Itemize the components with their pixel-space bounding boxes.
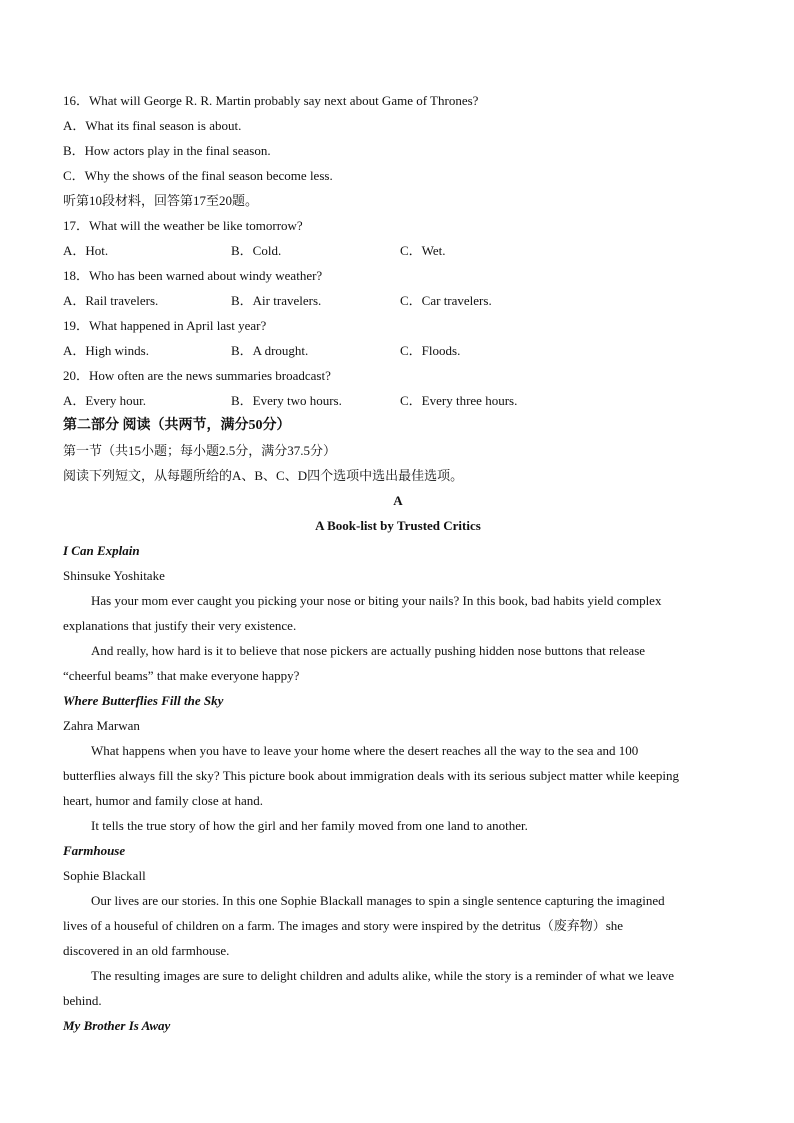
book-paragraph-line: What happens when you have to leave your home where the desert reaches all the way to the sea and 100	[91, 743, 639, 758]
book-paragraph-line: The resulting images are sure to delight children and adults alike, while the story is a reminder of what we leave	[91, 968, 675, 983]
book-title: Farmhouse	[63, 843, 126, 858]
passage-title: A Book-list by Trusted Critics	[315, 518, 481, 533]
book-author: Zahra Marwan	[63, 718, 140, 733]
book-author: Shinsuke Yoshitake	[63, 568, 165, 583]
book-paragraph-line: And really, how hard is it to believe that nose pickers are actually pushing hidden nose buttons that release	[91, 643, 646, 658]
part-two-heading: 第二部分 阅读（共两节，满分50分）	[63, 418, 291, 433]
question-17-option-b: B．Cold.	[231, 243, 282, 258]
question-18-option-c: C．Car travelers.	[400, 293, 492, 308]
book-title: I Can Explain	[63, 543, 140, 558]
question-20-option-b: B．Every two hours.	[231, 393, 342, 408]
question-17-option-c: C．Wet.	[400, 243, 446, 258]
book-paragraph-line: explanations that justify their very existence.	[63, 618, 297, 633]
exam-page	[63, 88, 733, 1038]
book-title: Where Butterflies Fill the Sky	[63, 693, 224, 708]
question-20-option-a: A．Every hour.	[63, 393, 147, 408]
question-16-option-c: C．Why the shows of the final season become less.	[63, 168, 333, 183]
question-19-option-a: A．High winds.	[63, 343, 149, 358]
question-18-option-a: A．Rail travelers.	[63, 293, 159, 308]
question-17-stem: 17．What will the weather be like tomorrow?	[63, 218, 303, 233]
question-17-option-a: A．Hot.	[63, 243, 109, 258]
question-17-options	[63, 238, 733, 263]
book-paragraph-line: Has your mom ever caught you picking your nose or biting your nails? In this book, bad habits yield complex	[91, 593, 662, 608]
listening-instruction: 听第10段材料，回答第17至20题。	[63, 193, 259, 208]
book-paragraph-line: It tells the true story of how the girl and her family moved from one land to another.	[91, 818, 528, 833]
question-20-options	[63, 388, 733, 413]
question-16-option-b: B．How actors play in the final season.	[63, 143, 271, 158]
book-author: Sophie Blackall	[63, 868, 146, 883]
section-one-heading: 第一节（共15小题；每小题2.5分，满分37.5分）	[63, 443, 337, 458]
passage-letter: A	[393, 493, 403, 508]
question-19-stem: 19．What happened in April last year?	[63, 318, 267, 333]
question-18-stem: 18．Who has been warned about windy weather?	[63, 268, 323, 283]
book-title: My Brother Is Away	[63, 1018, 171, 1033]
book-paragraph-line: lives of a houseful of children on a farm. The images and story were inspired by the detritus（废弃物）she	[63, 918, 624, 933]
question-20-stem: 20．How often are the news summaries broadcast?	[63, 368, 331, 383]
book-paragraph-line: behind.	[63, 993, 102, 1008]
question-16-stem: 16．What will George R. R. Martin probably say next about Game of Thrones?	[63, 93, 479, 108]
question-20-option-c: C．Every three hours.	[400, 393, 518, 408]
book-paragraph-line: “cheerful beams” that make everyone happy?	[63, 668, 300, 683]
question-18-option-b: B．Air travelers.	[231, 293, 322, 308]
question-18-options	[63, 288, 733, 313]
question-19-option-b: B．A drought.	[231, 343, 309, 358]
book-paragraph-line: discovered in an old farmhouse.	[63, 943, 230, 958]
question-16-option-a: A．What its final season is about.	[63, 118, 242, 133]
question-19-options	[63, 338, 733, 363]
book-paragraph-line: butterflies always fill the sky? This picture book about immigration deals with its serious subject matter while keeping	[63, 768, 680, 783]
book-paragraph-line: Our lives are our stories. In this one Sophie Blackall manages to spin a single sentence capturing the imagined	[91, 893, 665, 908]
book-paragraph-line: heart, humor and family close at hand.	[63, 793, 263, 808]
question-19-option-c: C．Floods.	[400, 343, 461, 358]
reading-instruction: 阅读下列短文，从每题所给的A、B、C、D四个选项中选出最佳选项。	[63, 468, 464, 483]
